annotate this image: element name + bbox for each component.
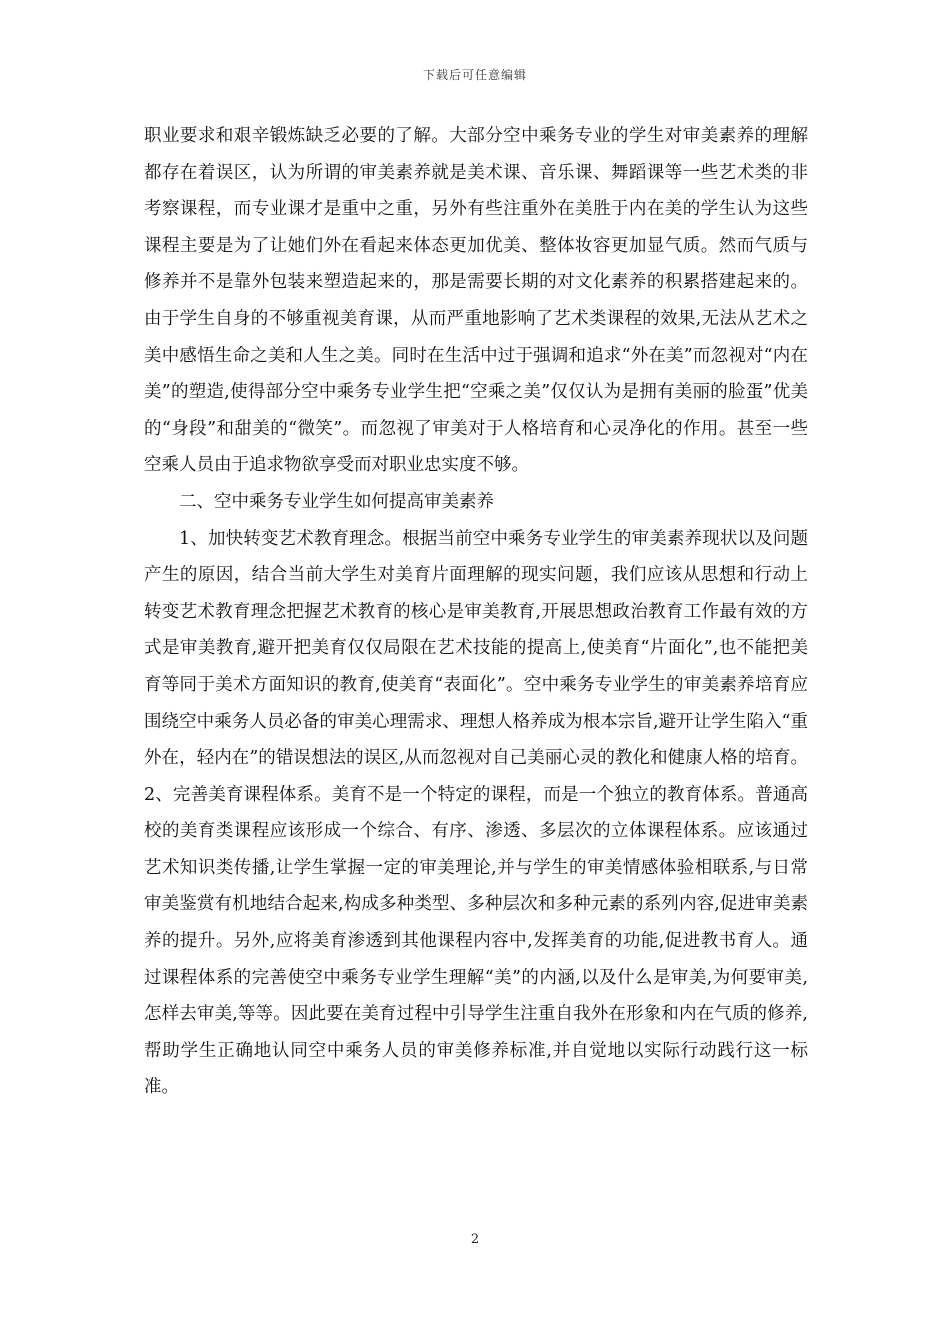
body-paragraph: 1、加快转变艺术教育理念。根据当前空中乘务专业学生的审美素养现状以及问题产生的原因，结合当前大学生对美育片面理解的现实问题，我们应该从思想和行动上转变艺术教育理念把握艺术教育的核心是审美教育,开展思想政治教育工作最有效的方式是审美教育,避开把美育仅仅局限在艺术技能的提高上,使美育“片面化”,也不能把美育等同于美术方面知识的教育,使美育“表面化”。空中乘务专业学生的审美素养培育应围绕空中乘务人员必备的审美心理需求、理想人格养成为根本宗旨,避开让学生陷入“重外在，轻内在”的错误想法的误区,从而忽视对自己美丽心灵的教化和健康人格的培育。2、完善美育课程体系。美育不是一个特定的课程，而是一个独立的教育体系。普通高校的美育类课程应该形成一个综合、有序、渗透、多层次的立体课程体系。应该通过艺术知识类传播,让学生掌握一定的审美理论,并与学生的审美情感体验相联系,与日常审美鉴赏有机地结合起来,构成多种类型、多种层次和多种元素的系列内容,促进审美素养的提升。另外,应将美育渗透到其他课程内容中,发挥美育的功能,促进教书育人。通过课程体系的完善使空中乘务专业学生理解“美”的内涵,以及什么是审美,为何要审美,怎样去审美,等等。因此要在美育过程中引导学生注重自我外在形象和内在气质的修养,帮助学生正确地认同空中乘务人员的审美修养标准,并自觉地以实际行动践行这一标准。: [144, 528, 808, 1098]
page-header: 下载后可任意编辑: [422, 68, 527, 82]
body-paragraph: 职业要求和艰辛锻炼缺乏必要的了解。大部分空中乘务专业的学生对审美素养的理解都存在着误区，认为所谓的审美素养就是美术课、音乐课、舞蹈课等一些艺术类的非考察课程，而专业课才是重中之重，另外有些注重外在美胜于内在美的学生认为这些课程主要是为了让她们外在看起来体态更加优美、整体妆容更加显气质。然而气质与修养并不是靠外包装来塑造起来的，那是需要长期的对文化素养的积累搭建起来的。由于学生自身的不够重视美育课，从而严重地影响了艺术类课程的效果,无法从艺术之美中感悟生命之美和人生之美。同时在生活中过于强调和追求“外在美”而忽视对“内在美”的塑造,使得部分空中乘务专业学生把“空乘之美”仅仅认为是拥有美丽的脸蛋”优美的“身段”和甜美的“微笑”。而忽视了审美对于人格培育和心灵净化的作用。甚至一些空乘人员由于追求物欲享受而对职业忠实度不够。: [144, 126, 808, 476]
section-heading: 二、空中乘务专业学生如何提高审美素养: [179, 491, 494, 512]
page-number: 2: [470, 1232, 480, 1247]
document-body: [144, 118, 808, 1106]
